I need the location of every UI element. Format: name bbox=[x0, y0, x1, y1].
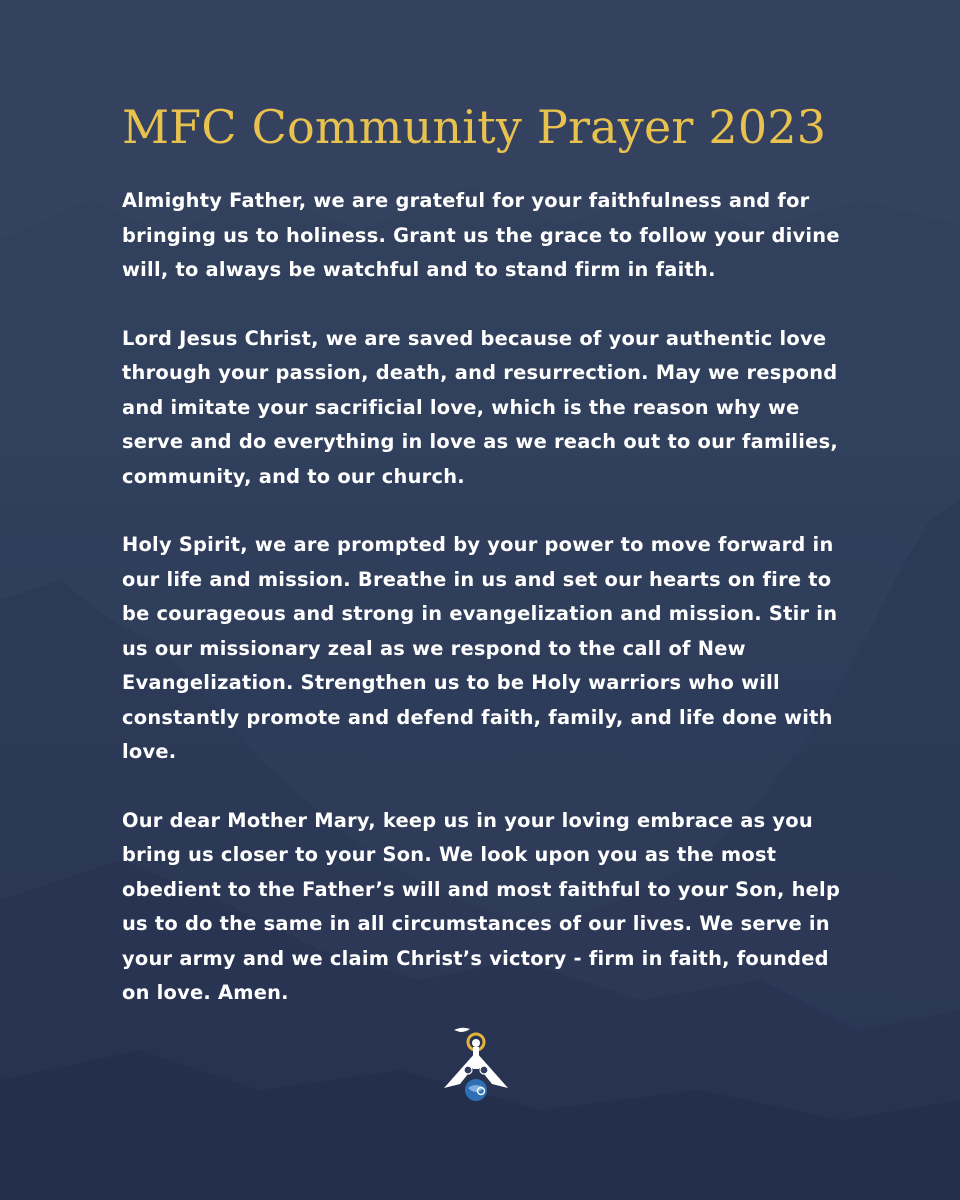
paragraph-mother-mary: Our dear Mother Mary, keep us in your loving embrace as you bring us closer to your Son. We look upon you as the most obedient to the Father’s will and most faithful to your Son, help us to do the same in all circumstances of our lives. We serve in your army and we claim Christ’s victory - firm in faith, founded on love. Amen. bbox=[122, 808, 841, 1004]
prayer-content bbox=[122, 96, 842, 1045]
paragraph-jesus: Lord Jesus Christ, we are saved because of your authentic love through your passion, death, and resurrection. May we respond and imitate your sacrificial love, which is the reason why we serve and do everything in love as we reach out to our families, community, and to our church. bbox=[122, 326, 838, 488]
mfc-logo-icon bbox=[440, 1022, 520, 1108]
prayer-title: MFC Community Prayer 2023 bbox=[122, 100, 827, 154]
paragraph-holy-spirit: Holy Spirit, we are prompted by your power to move forward in our life and mission. Breathe in us and set our hearts on fire to be courageous and strong in evangelization and mission. Stir in us our missionary zeal as we respond to the call of New Evangelization. Strengthen us to be Holy warriors who will constantly promote and defend faith, family, and life done with love. bbox=[122, 533, 838, 763]
paragraph-father: Almighty Father, we are grateful for your faithfulness and for bringing us to holiness. Grant us the grace to follow your divine will, to always be watchful and to stand firm in faith. bbox=[122, 189, 840, 281]
